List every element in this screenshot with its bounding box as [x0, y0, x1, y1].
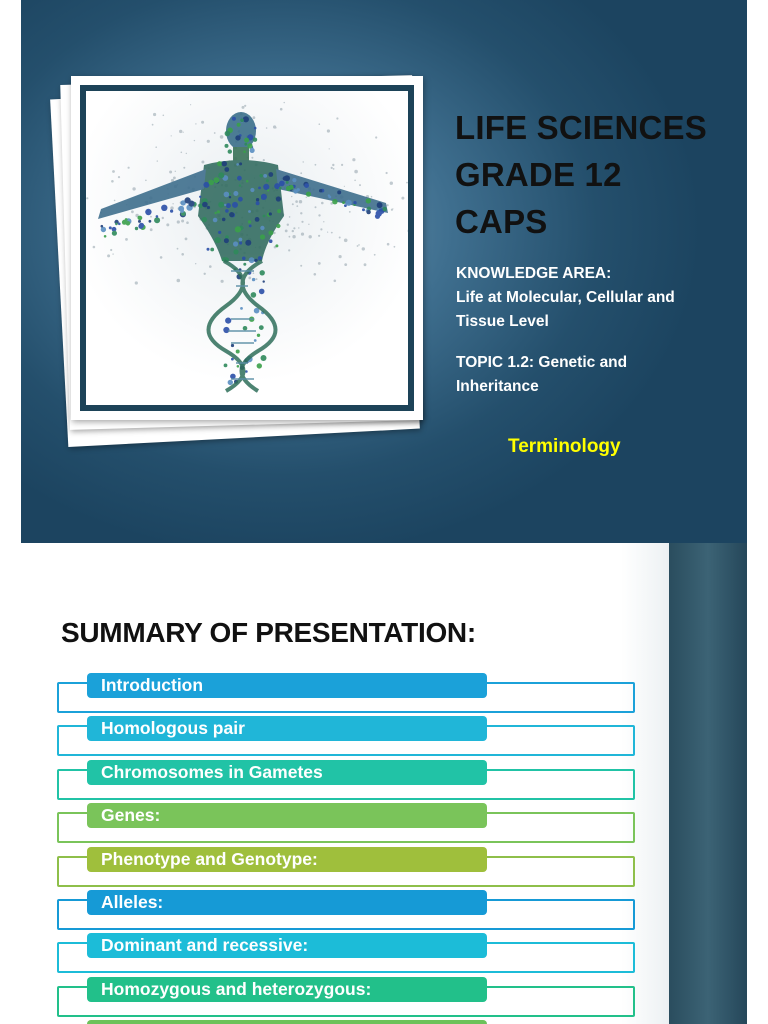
- terminology-label: Terminology: [508, 436, 621, 457]
- list-item-label: [87, 1020, 487, 1024]
- photo-border: [80, 85, 414, 411]
- list-item-label: Phenotype and Genotype:: [87, 847, 487, 872]
- side-bar: [669, 543, 747, 1024]
- summary-slide: [21, 543, 747, 1024]
- topic-text: TOPIC 1.2: Genetic and Inheritance: [456, 354, 628, 395]
- summary-list-item: [57, 847, 635, 875]
- list-item-label: Introduction: [87, 673, 487, 698]
- list-item-label: Chromosomes in Gametes: [87, 760, 487, 785]
- summary-list-item: [57, 760, 635, 788]
- list-item-label: Genes:: [87, 803, 487, 828]
- summary-list-item: [57, 977, 635, 1005]
- summary-list-item: [57, 933, 635, 961]
- list-item-label: Homozygous and heterozygous:: [87, 977, 487, 1002]
- summary-list-item: [57, 673, 635, 701]
- summary-heading: SUMMARY OF PRESENTATION:: [61, 617, 476, 648]
- list-item-label: Alleles:: [87, 890, 487, 915]
- summary-list-item: [57, 890, 635, 918]
- title-slide: [21, 0, 747, 543]
- summary-list-item: [57, 803, 635, 831]
- summary-list-item: [57, 1020, 635, 1024]
- slide-title: LIFE SCIENCES GRADE 12 CAPS: [455, 109, 707, 240]
- knowledge-area-text: KNOWLEDGE AREA: Life at Molecular, Cellular and Tissue Level: [456, 265, 675, 330]
- list-item-label: Homologous pair: [87, 716, 487, 741]
- human-dna-figure-icon: [86, 91, 408, 405]
- summary-list-item: [57, 716, 635, 744]
- photo-frame: [71, 76, 423, 420]
- list-item-label: Dominant and recessive:: [87, 933, 487, 958]
